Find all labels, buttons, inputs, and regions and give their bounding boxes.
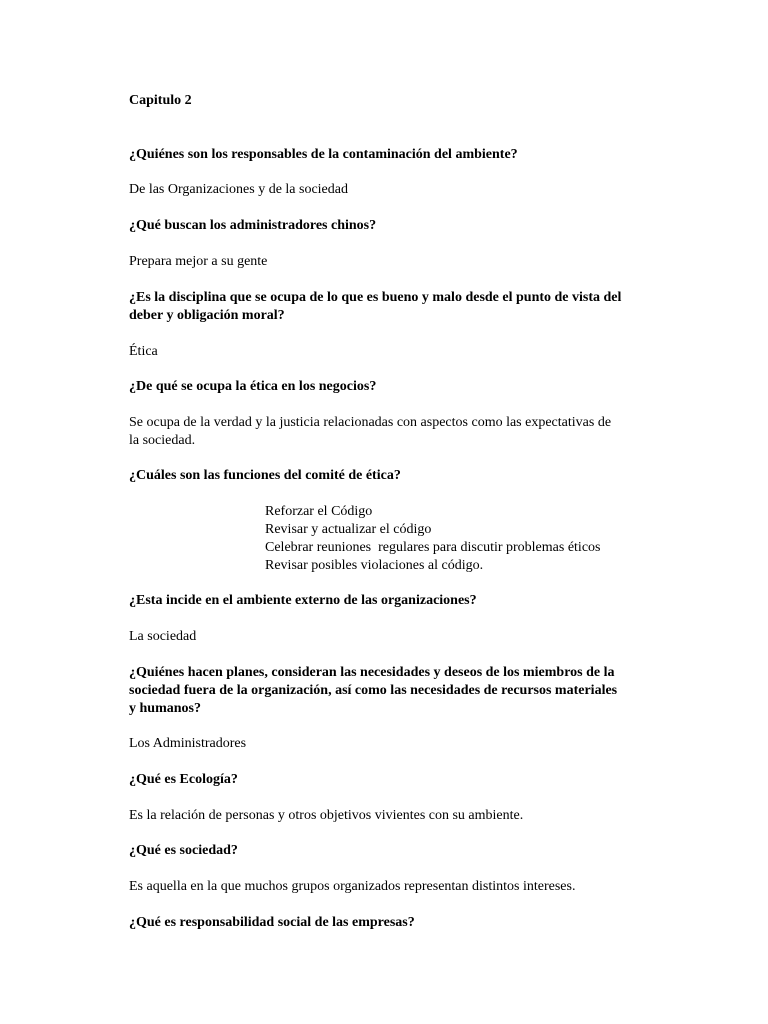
answer-4-line-2: la sociedad. [129,433,196,448]
question-2: ¿Qué buscan los administradores chinos? [129,218,377,233]
answer-6: La sociedad [129,629,197,644]
answer-9: Es aquella en la que muchos grupos organizados representan distintos intereses. [129,879,576,894]
answer-1: De las Organizaciones y de la sociedad [129,182,348,197]
question-1: ¿Quiénes son los responsables de la contaminación del ambiente? [129,147,518,162]
question-3-line-2: deber y obligación moral? [129,308,285,323]
question-8: ¿Qué es Ecología? [129,772,238,787]
question-5: ¿Cuáles son las funciones del comité de ética? [129,468,401,483]
answer-5-item-1: Reforzar el Código [265,504,373,519]
chapter-title: Capitulo 2 [129,93,192,108]
question-7-line-1: ¿Quiénes hacen planes, consideran las necesidades y deseos de los miembros de la [129,665,615,680]
answer-5-item-3: Celebrar reuniones regulares para discutir problemas éticos [265,540,601,555]
question-10: ¿Qué es responsabilidad social de las empresas? [129,915,415,930]
question-4: ¿De qué se ocupa la ética en los negocios? [129,379,377,394]
answer-3: Ética [129,344,158,359]
question-7-line-3: y humanos? [129,701,201,716]
answer-5-item-4: Revisar posibles violaciones al código. [265,558,484,573]
question-7-line-2: sociedad fuera de la organización, así como las necesidades de recursos materiales [129,683,618,698]
answer-2: Prepara mejor a su gente [129,254,268,269]
question-6: ¿Esta incide en el ambiente externo de las organizaciones? [129,593,477,608]
answer-7: Los Administradores [129,736,247,751]
answer-5-item-2: Revisar y actualizar el código [265,522,432,537]
answer-4-line-1: Se ocupa de la verdad y la justicia relacionadas con aspectos como las expectativas de [129,415,612,430]
question-9: ¿Qué es sociedad? [129,843,238,858]
question-3-line-1: ¿Es la disciplina que se ocupa de lo que es bueno y malo desde el punto de vista del [129,290,622,305]
answer-8: Es la relación de personas y otros objetivos vivientes con su ambiente. [129,808,524,823]
